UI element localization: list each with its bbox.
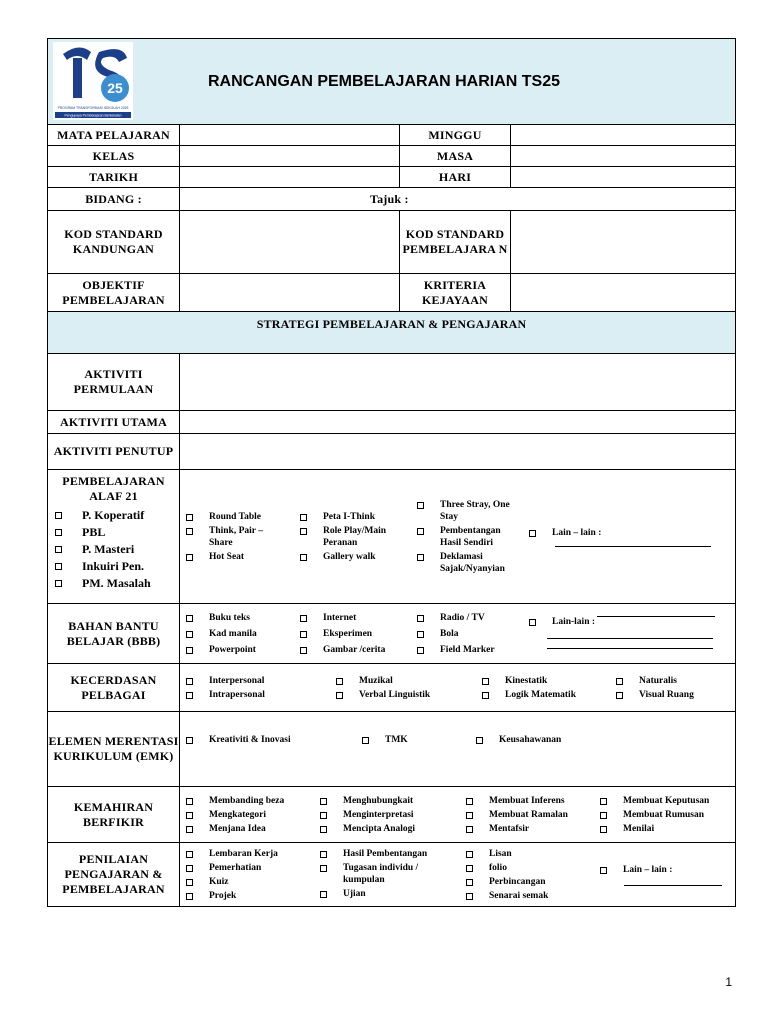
tarikh-field[interactable] — [180, 167, 400, 188]
aktiviti-utama-label: AKTIVITI UTAMA — [48, 411, 180, 434]
option-label: Menjana Idea — [209, 823, 266, 834]
pn-opt-tugasan[interactable] — [320, 862, 466, 886]
option-label: Kreativiti & Inovasi — [209, 735, 291, 745]
option-label: Peta I-Think — [323, 511, 375, 522]
option-label: Deklamasi Sajak/Nyanyian — [440, 551, 505, 574]
alaf21-opt-pembentangan[interactable] — [417, 525, 529, 549]
ts25-logo — [53, 42, 133, 120]
kod-sk-field[interactable] — [180, 211, 400, 274]
checkbox[interactable] — [186, 647, 193, 654]
checkbox[interactable] — [186, 678, 193, 685]
checkbox[interactable] — [186, 631, 193, 638]
pn-opt-kuiz[interactable] — [186, 876, 320, 888]
option-label: Lain-lain : — [552, 616, 596, 627]
checkbox[interactable] — [336, 692, 343, 699]
option-label: Eksperimen — [323, 628, 373, 639]
checkbox[interactable] — [600, 798, 607, 805]
kb-opt-rumusan[interactable] — [600, 809, 724, 821]
checkbox[interactable] — [186, 554, 193, 561]
kp-opt-naturalis[interactable] — [616, 675, 716, 687]
kemahiran-options — [180, 787, 736, 843]
checkbox[interactable] — [320, 798, 327, 805]
checkbox[interactable] — [300, 554, 307, 561]
option-label: Tugasan individu / kumpulan — [343, 862, 419, 885]
option-label: Kad manila — [209, 628, 257, 639]
option-label: Kinestatik — [505, 675, 548, 686]
rph-table — [47, 38, 736, 907]
option-label: Mengkategori — [209, 809, 266, 820]
alaf21-type-1[interactable]: PBL — [48, 524, 179, 541]
checkbox[interactable] — [476, 737, 483, 744]
hari-field[interactable] — [511, 167, 736, 188]
option-label: Membuat Rumusan — [623, 809, 705, 820]
checkbox[interactable] — [482, 678, 489, 685]
option-label: Membuat Ramalan — [489, 809, 568, 820]
kb-opt-menilai[interactable] — [600, 823, 724, 835]
option-label: Lain – lain : — [552, 528, 602, 538]
kb-opt-menginterpretasi[interactable] — [320, 809, 466, 821]
kp-opt-interpersonal[interactable] — [186, 675, 336, 687]
tajuk-label: Tajuk : — [370, 192, 409, 206]
checkbox[interactable] — [300, 631, 307, 638]
checkbox[interactable] — [320, 826, 327, 833]
aktiviti-penutup-label: AKTIVITI PENUTUP — [48, 434, 180, 470]
option-label: Intrapersonal — [209, 689, 265, 700]
alaf21-opt-think-pair[interactable] — [186, 525, 300, 549]
option-label: Pembentangan Hasil Sendiri — [440, 525, 501, 548]
bbb-options — [180, 604, 736, 664]
alaf21-opt-gallery-walk[interactable] — [300, 551, 417, 563]
option-label: Mencipta Analogi — [343, 823, 416, 834]
checkbox[interactable] — [466, 865, 473, 872]
bbb-opt-internet[interactable] — [300, 612, 417, 624]
logo-caption-2: Pengupaya Pembelajaran Berkekalan — [64, 113, 122, 118]
masa-field[interactable] — [511, 146, 736, 167]
option-label: Round Table — [209, 511, 262, 522]
checkbox[interactable] — [417, 502, 424, 509]
logo-number: 25 — [107, 80, 123, 96]
option-label: Internet — [323, 612, 357, 623]
option-label: Interpersonal — [209, 675, 265, 686]
checkbox[interactable] — [417, 615, 424, 622]
option-label: Bola — [440, 628, 459, 639]
checkbox[interactable] — [466, 798, 473, 805]
checkbox[interactable] — [320, 891, 327, 898]
option-label: Naturalis — [639, 675, 677, 686]
checkbox[interactable] — [55, 529, 62, 536]
kb-opt-inferens[interactable] — [466, 795, 600, 807]
hari-label: HARI — [400, 167, 511, 188]
option-label: Membuat Keputusan — [623, 795, 710, 806]
checkbox[interactable] — [186, 514, 193, 521]
checkbox[interactable] — [600, 867, 607, 874]
bbb-opt-gambar[interactable] — [300, 644, 417, 656]
checkbox[interactable] — [466, 812, 473, 819]
option-label: Visual Ruang — [639, 689, 694, 700]
bidang-label: BIDANG : — [48, 188, 180, 211]
checkbox[interactable] — [466, 893, 473, 900]
alaf21-opt-round-table[interactable] — [186, 511, 300, 523]
checkbox[interactable] — [320, 851, 327, 858]
kod-sp-label: KOD STANDARD PEMBELAJARA N — [400, 211, 511, 274]
option-label: Think, Pair – Share — [209, 525, 263, 548]
alaf21-options — [180, 470, 736, 604]
pn-opt-hasil[interactable] — [320, 848, 466, 860]
checkbox[interactable] — [616, 678, 623, 685]
checkbox[interactable] — [186, 615, 193, 622]
alaf21-opt-hot-seat[interactable] — [186, 551, 300, 563]
kecerdasan-label: KECERDASAN PELBAGAI — [48, 664, 180, 712]
checkbox[interactable] — [186, 851, 193, 858]
pn-opt-lisan[interactable] — [466, 848, 600, 860]
alaf21-label-cell — [48, 470, 180, 604]
penilaian-label: PENILAIAN PENGAJARAN & PEMBELAJARAN — [48, 843, 180, 907]
alaf21-other-line[interactable] — [555, 546, 711, 547]
option-label: Gallery walk — [323, 551, 376, 562]
option-label: Role Play/Main Peranan — [323, 525, 387, 548]
bbb-opt-powerpoint[interactable] — [186, 644, 300, 656]
mata-pelajaran-field[interactable] — [180, 125, 400, 146]
checkbox[interactable] — [320, 812, 327, 819]
kp-opt-visual[interactable] — [616, 689, 716, 701]
aktiviti-penutup-field[interactable] — [180, 434, 736, 470]
option-label: Gambar /cerita — [323, 644, 386, 655]
kp-opt-kinestatik[interactable] — [482, 675, 616, 687]
checkbox[interactable] — [186, 893, 193, 900]
option-label: Perbincangan — [489, 876, 546, 887]
minggu-field[interactable] — [511, 125, 736, 146]
option-label: Menghubungkait — [343, 795, 414, 806]
pn-opt-folio[interactable] — [466, 862, 600, 874]
aktiviti-permulaan-label: AKTIVITI PERMULAAN — [48, 354, 180, 411]
kp-opt-muzikal[interactable] — [336, 675, 482, 687]
option-label: Projek — [209, 890, 237, 901]
alaf21-type-0[interactable]: P. Koperatif — [48, 507, 179, 524]
emk-label: ELEMEN MERENTASI KURIKULUM (EMK) — [48, 712, 180, 787]
bbb-opt-radio-tv[interactable] — [417, 612, 529, 624]
kelas-label: KELAS — [48, 146, 180, 167]
alaf21-type-3[interactable]: Inkuiri Pen. — [48, 558, 179, 575]
kemahiran-label: KEMAHIRAN BERFIKIR — [48, 787, 180, 843]
checkbox[interactable] — [186, 865, 193, 872]
option-label: Lain – lain : — [623, 865, 673, 875]
checkbox[interactable] — [55, 563, 62, 570]
checkbox[interactable] — [482, 692, 489, 699]
checkbox[interactable] — [300, 647, 307, 654]
checkbox[interactable] — [417, 631, 424, 638]
option-label: Menilai — [623, 823, 655, 834]
kp-opt-logik[interactable] — [482, 689, 616, 701]
option-label: Muzikal — [359, 675, 393, 686]
emk-opt-keusahawanan[interactable] — [476, 734, 561, 746]
alaf21-opt-role-play[interactable] — [300, 525, 417, 549]
bbb-label: BAHAN BANTU BELAJAR (BBB) — [48, 604, 180, 664]
logo-caption-1: PROGRAM TRANSFORMASI SEKOLAH 2025 — [57, 106, 129, 110]
bbb-other-line-1[interactable] — [547, 638, 713, 639]
objektif-label: OBJEKTIF PEMBELAJARAN — [48, 274, 180, 312]
kb-opt-mencipta[interactable] — [320, 823, 466, 835]
checkbox[interactable] — [417, 528, 424, 535]
bbb-opt-field-marker[interactable] — [417, 644, 529, 656]
minggu-label: MINGGU — [400, 125, 511, 146]
option-label: Menginterpretasi — [343, 809, 414, 820]
checkbox[interactable] — [186, 692, 193, 699]
kb-opt-keputusan[interactable] — [600, 795, 724, 807]
alaf21-opt-deklamasi[interactable] — [417, 551, 529, 575]
checkbox[interactable] — [300, 615, 307, 622]
option-label: Buku teks — [209, 612, 250, 623]
kb-opt-menghubungkait[interactable] — [320, 795, 466, 807]
checkbox[interactable] — [300, 528, 307, 535]
checkbox[interactable] — [600, 826, 607, 833]
kod-sp-field[interactable] — [511, 211, 736, 274]
checkbox[interactable] — [600, 812, 607, 819]
checkbox[interactable] — [186, 879, 193, 886]
option-label: TMK — [385, 735, 408, 745]
bbb-opt-kad-manila[interactable] — [186, 628, 300, 640]
checkbox[interactable] — [300, 514, 307, 521]
pn-opt-projek[interactable] — [186, 890, 320, 902]
option-label: Logik Matematik — [505, 689, 576, 700]
bidang-tajuk-field[interactable] — [180, 188, 736, 211]
header-cell — [48, 39, 736, 125]
pn-opt-pemerhatian[interactable] — [186, 862, 320, 874]
rph-form — [47, 38, 735, 907]
checkbox[interactable] — [529, 619, 536, 626]
kp-opt-intrapersonal[interactable] — [186, 689, 336, 701]
checkbox[interactable] — [466, 826, 473, 833]
checkbox[interactable] — [417, 554, 424, 561]
alaf21-opt-three-stray[interactable] — [417, 499, 529, 523]
alaf21-type-2[interactable]: P. Masteri — [48, 541, 179, 558]
option-label: Powerpoint — [209, 644, 256, 655]
option-label: Verbal Linguistik — [359, 689, 431, 700]
option-label: Mentafsir — [489, 823, 530, 834]
kod-sk-label: KOD STANDARD KANDUNGAN — [48, 211, 180, 274]
pn-other-line[interactable] — [624, 885, 722, 886]
aktiviti-utama-field[interactable] — [180, 411, 736, 434]
option-label: Lembaran Kerja — [209, 848, 278, 859]
option-label: folio — [489, 862, 507, 873]
kb-opt-mengkategori[interactable] — [186, 809, 320, 821]
page-title: RANCANGAN PEMBELAJARAN HARIAN TS25 — [208, 72, 561, 90]
pn-opt-perbincangan[interactable] — [466, 876, 600, 888]
kb-opt-ramalan[interactable] — [466, 809, 600, 821]
kb-opt-mentafsir[interactable] — [466, 823, 600, 835]
checkbox[interactable] — [466, 851, 473, 858]
checkbox[interactable] — [336, 678, 343, 685]
kecerdasan-options — [180, 664, 736, 712]
tarikh-label: TARIKH — [48, 167, 180, 188]
checkbox[interactable] — [466, 879, 473, 886]
option-label: Senarai semak — [489, 890, 549, 901]
bbb-other-line-2[interactable] — [547, 648, 713, 649]
checkbox[interactable] — [186, 826, 193, 833]
objektif-field[interactable] — [180, 274, 400, 312]
option-label: Ujian — [343, 888, 366, 899]
page-number: 1 — [725, 975, 732, 989]
option-label: Pemerhatian — [209, 862, 262, 873]
pn-opt-lembaran[interactable] — [186, 848, 320, 860]
emk-opt-tmk[interactable] — [362, 734, 476, 746]
checkbox[interactable] — [186, 528, 193, 535]
bbb-opt-buku-teks[interactable] — [186, 612, 300, 624]
option-label: Three Stray, One Stay — [440, 499, 510, 522]
option-label: Hasil Pembentangan — [343, 848, 428, 859]
bbb-opt-bola[interactable] — [417, 628, 529, 640]
checkbox[interactable] — [55, 512, 62, 519]
alaf21-type-4[interactable]: PM. Masalah — [48, 575, 179, 592]
mata-pelajaran-label: MATA PELAJARAN — [48, 125, 180, 146]
checkbox[interactable] — [616, 692, 623, 699]
pn-opt-lain-lain[interactable] — [600, 864, 724, 876]
checkbox[interactable] — [320, 865, 327, 872]
emk-opt-kreativiti[interactable] — [186, 734, 362, 746]
checkbox[interactable] — [55, 580, 62, 587]
kelas-field[interactable] — [180, 146, 400, 167]
kriteria-label: KRITERIA KEJAYAAN — [400, 274, 511, 312]
alaf21-label: PEMBELAJARAN ALAF 21 — [62, 474, 165, 503]
strategi-heading: STRATEGI PEMBELAJARAN & PENGAJARAN — [48, 312, 736, 354]
masa-label: MASA — [400, 146, 511, 167]
option-label: Hot Seat — [209, 551, 245, 562]
checkbox[interactable] — [186, 737, 193, 744]
checkbox[interactable] — [362, 737, 369, 744]
kb-opt-membanding[interactable] — [186, 795, 320, 807]
bbb-opt-eksperimen[interactable] — [300, 628, 417, 640]
option-label: Kuiz — [209, 876, 229, 887]
kb-opt-menjana[interactable] — [186, 823, 320, 835]
aktiviti-permulaan-field[interactable] — [180, 354, 736, 411]
option-label: Lisan — [489, 848, 512, 859]
pn-opt-ujian[interactable] — [320, 888, 466, 900]
checkbox[interactable] — [186, 798, 193, 805]
penilaian-options — [180, 843, 736, 907]
kriteria-field[interactable] — [511, 274, 736, 312]
checkbox[interactable] — [186, 812, 193, 819]
kp-opt-verbal[interactable] — [336, 689, 482, 701]
pn-opt-senarai[interactable] — [466, 890, 600, 902]
alaf21-opt-lain-lain[interactable] — [529, 527, 719, 539]
option-label: Keusahawanan — [499, 735, 562, 745]
option-label: Membuat Inferens — [489, 795, 565, 806]
alaf21-opt-peta-ithink[interactable] — [300, 511, 417, 523]
option-label: Membanding beza — [209, 795, 285, 806]
emk-options — [180, 712, 736, 787]
bbb-opt-lain-lain[interactable] — [529, 616, 719, 628]
checkbox[interactable] — [529, 530, 536, 537]
option-label: Radio / TV — [440, 612, 485, 623]
checkbox[interactable] — [417, 647, 424, 654]
option-label: Field Marker — [440, 644, 495, 655]
checkbox[interactable] — [55, 546, 62, 553]
